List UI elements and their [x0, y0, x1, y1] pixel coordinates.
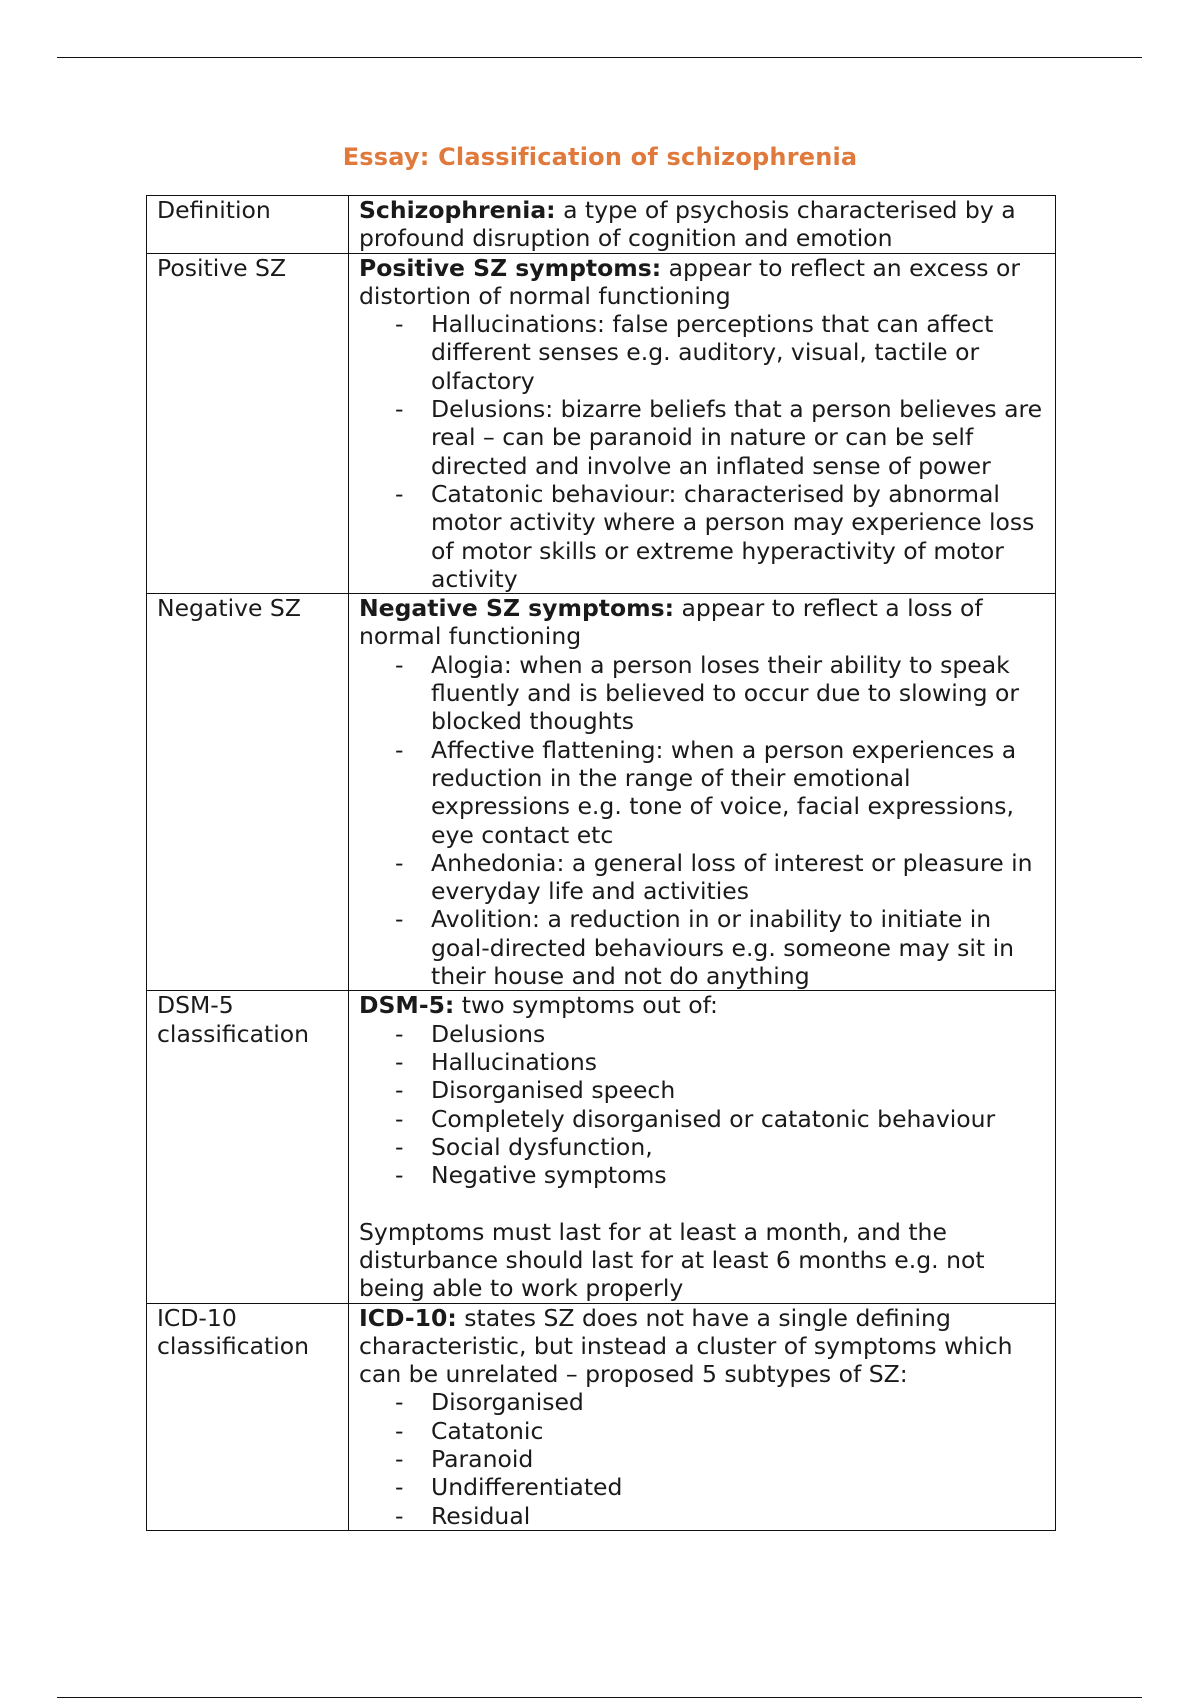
list-item: - Hallucinations: false perceptions that can affect different senses e.g. auditory, visual, tactile or olfactory	[431, 310, 1045, 395]
list-item: - Hallucinations	[431, 1048, 1045, 1076]
classification-table	[146, 195, 1056, 1531]
row-lead	[359, 1304, 1045, 1389]
row-content	[349, 253, 1056, 594]
list-item: - Catatonic behaviour: characterised by abnormal motor activity where a person may experience loss of motor skills or extreme hyperactivity of motor activity	[431, 480, 1045, 593]
list-item: - Affective flattening: when a person experiences a reduction in the range of their emotional expressions e.g. tone of voice, facial expressions, eye contact etc	[431, 736, 1045, 849]
list-item: - Social dysfunction,	[431, 1133, 1045, 1161]
list-item: - Disorganised	[431, 1388, 1045, 1416]
footer-rule	[57, 1697, 1142, 1698]
symptom-list	[359, 1020, 1045, 1190]
list-item: - Delusions: bizarre beliefs that a person believes are real – can be paranoid in nature or can be self directed and involve an inflated sense of power	[431, 395, 1045, 480]
lead-term: Positive SZ symptoms:	[359, 253, 662, 282]
list-item: - Catatonic	[431, 1417, 1045, 1445]
row-label: ICD-10 classification	[147, 1303, 349, 1530]
row-lead	[359, 594, 1045, 651]
lead-text: appear to reflect a loss of normal functioning	[359, 594, 983, 651]
page-title: Essay: Classification of schizophrenia	[342, 143, 858, 171]
list-item: - Alogia: when a person loses their ability to speak fluently and is believed to occur due to slowing or blocked thoughts	[431, 651, 1045, 736]
lead-term: ICD-10:	[359, 1303, 457, 1332]
lead-text: appear to reflect an excess or distortion of normal functioning	[359, 253, 1021, 310]
row-label: Positive SZ	[147, 253, 349, 594]
list-item: - Disorganised speech	[431, 1076, 1045, 1104]
row-label: Definition	[147, 196, 349, 254]
row-content	[349, 991, 1056, 1303]
list-item: - Undifferentiated	[431, 1473, 1045, 1501]
list-item: - Delusions	[431, 1020, 1045, 1048]
list-item: - Anhedonia: a general loss of interest or pleasure in everyday life and activities	[431, 849, 1045, 906]
row-label: Negative SZ	[147, 594, 349, 991]
row-label: DSM-5 classification	[147, 991, 349, 1303]
row-content	[349, 594, 1056, 991]
lead-text: two symptoms out of:	[454, 991, 718, 1020]
table-row-dsm5	[147, 991, 1056, 1303]
list-item: - Avolition: a reduction in or inability to initiate in goal-directed behaviours e.g. someone may sit in their house and not do anything	[431, 905, 1045, 990]
lead-term: Schizophrenia:	[359, 196, 556, 224]
list-item: - Residual	[431, 1502, 1045, 1530]
symptom-list	[359, 651, 1045, 991]
spacer	[359, 1189, 1045, 1217]
table-row-positive-sz	[147, 253, 1056, 594]
row-footer: Symptoms must last for at least a month, and the disturbance should last for at least 6 months e.g. not being able to work properly	[359, 1217, 985, 1303]
lead-term: Negative SZ symptoms:	[359, 594, 675, 623]
symptom-list	[359, 310, 1045, 593]
lead-text: states SZ does not have a single defining characteristic, but instead a cluster of symptoms which can be unrelated – proposed 5 subtypes of SZ:	[359, 1303, 1013, 1389]
row-content	[349, 196, 1056, 254]
row-lead	[359, 196, 1045, 253]
lead-text: a type of psychosis characterised by a profound disruption of cognition and emotion	[359, 196, 1016, 253]
row-lead	[359, 991, 1045, 1019]
lead-term: DSM-5:	[359, 991, 455, 1020]
list-item: - Negative symptoms	[431, 1161, 1045, 1189]
row-lead	[359, 254, 1045, 311]
subtype-list	[359, 1388, 1045, 1529]
row-content	[349, 1303, 1056, 1530]
table-row-negative-sz	[147, 594, 1056, 991]
table-row-definition	[147, 196, 1056, 254]
table-row-icd10	[147, 1303, 1056, 1530]
list-item: - Paranoid	[431, 1445, 1045, 1473]
list-item: - Completely disorganised or catatonic behaviour	[431, 1105, 1045, 1133]
header-rule	[57, 57, 1142, 58]
